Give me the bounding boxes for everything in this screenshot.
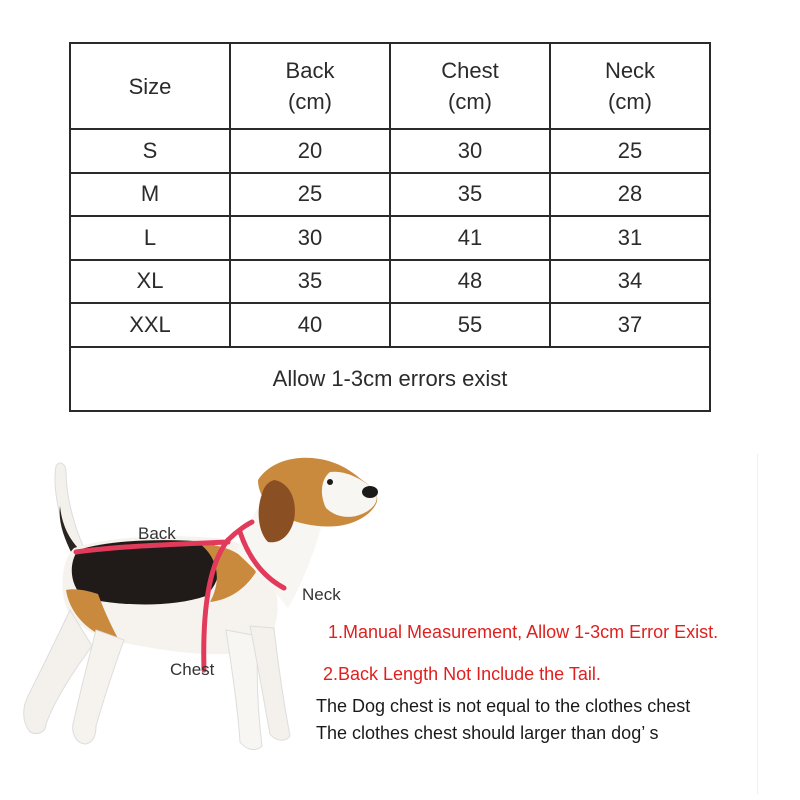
cell-neck: 31 [550, 216, 710, 260]
cell-back: 20 [230, 129, 390, 173]
note-chest-larger: The clothes chest should larger than dog’ s [316, 723, 659, 743]
chest-measure-label: Chest [170, 660, 215, 679]
cell-size: M [70, 173, 230, 217]
note-back-length: 2.Back Length Not Include the Tail. [323, 664, 601, 684]
faint-divider [757, 454, 758, 794]
cell-neck: 25 [550, 129, 710, 173]
note-chest-difference: The Dog chest is not equal to the clothes chest [316, 696, 691, 716]
cell-neck: 34 [550, 260, 710, 304]
cell-chest: 35 [390, 173, 550, 217]
table-header-row [70, 43, 710, 129]
table-row [70, 216, 710, 260]
size-chart-table [69, 42, 711, 412]
header-back: Back (cm) [230, 43, 390, 129]
note-manual-measurement: 1.Manual Measurement, Allow 1-3cm Error Exist. [328, 622, 719, 642]
cell-neck: 28 [550, 173, 710, 217]
cell-back: 30 [230, 216, 390, 260]
header-chest: Chest (cm) [390, 43, 550, 129]
cell-chest: 30 [390, 129, 550, 173]
neck-measure-label: Neck [302, 585, 341, 604]
back-measure-label: Back [138, 524, 176, 543]
cell-size: L [70, 216, 230, 260]
cell-chest: 55 [390, 303, 550, 347]
cell-back: 40 [230, 303, 390, 347]
cell-size: XXL [70, 303, 230, 347]
dog-measurement-diagram [0, 440, 400, 800]
cell-back: 25 [230, 173, 390, 217]
tolerance-note: Allow 1-3cm errors exist [70, 347, 710, 411]
table-row [70, 173, 710, 217]
table-row [70, 129, 710, 173]
header-size: Size [70, 43, 230, 129]
header-neck: Neck (cm) [550, 43, 710, 129]
cell-size: S [70, 129, 230, 173]
dog-illustration [0, 440, 400, 800]
cell-neck: 37 [550, 303, 710, 347]
table-footer-row [70, 347, 710, 411]
cell-back: 35 [230, 260, 390, 304]
cell-chest: 48 [390, 260, 550, 304]
table-row [70, 303, 710, 347]
cell-chest: 41 [390, 216, 550, 260]
cell-size: XL [70, 260, 230, 304]
table-row [70, 260, 710, 304]
